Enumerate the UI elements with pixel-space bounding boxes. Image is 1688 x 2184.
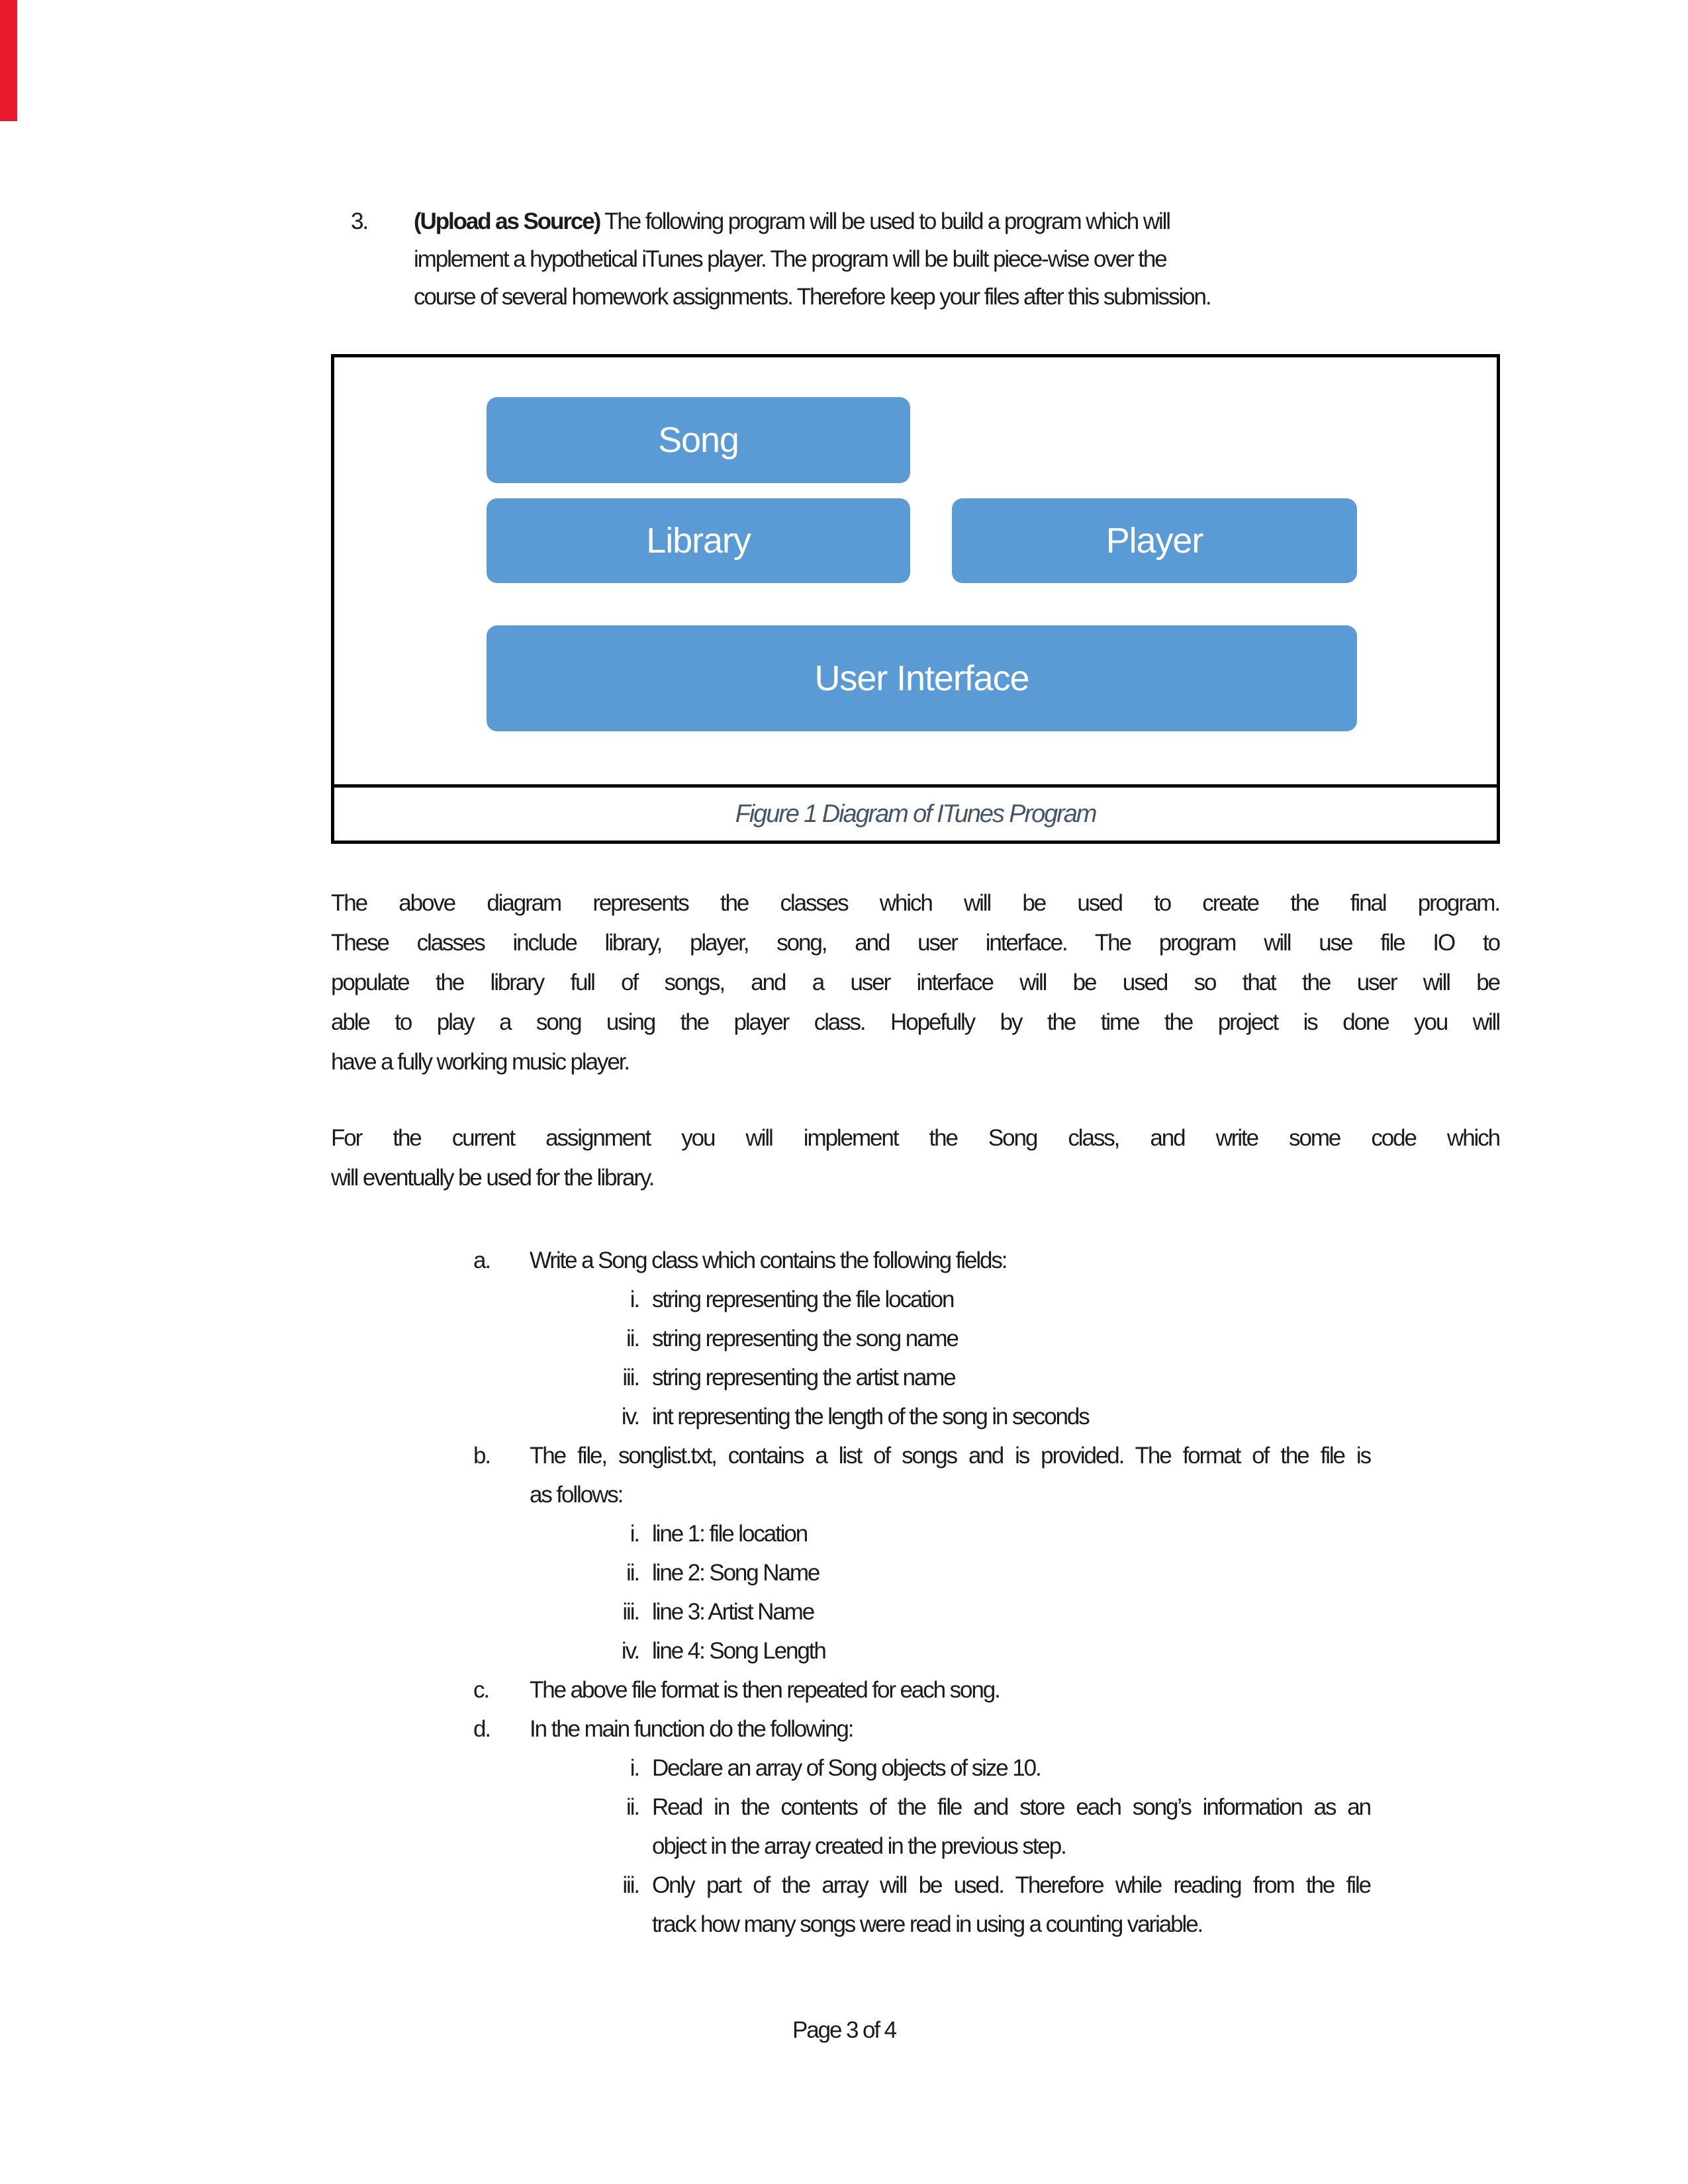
marker-gap <box>639 1788 652 1866</box>
list-marker: b. <box>473 1443 490 1469</box>
diagram-box-library <box>487 498 910 583</box>
text-line: The above diagram represents the classes which will be used to create the final program. <box>331 890 1499 916</box>
list-item-text <box>530 1436 1370 1514</box>
sub-list-item <box>473 1749 1370 1788</box>
list-marker: c. <box>473 1677 489 1703</box>
marker-gap <box>639 1749 652 1788</box>
text-line: For the current assignment you will implement the Song class, and write some code which <box>331 1125 1499 1151</box>
sub-list-item <box>473 1319 1370 1358</box>
list-item-text <box>652 1358 1370 1397</box>
list-item-text <box>530 1241 1370 1280</box>
sub-list-marker: iv. <box>621 1638 639 1664</box>
text-line: line 3: Artist Name <box>652 1599 814 1625</box>
sub-list-marker: i. <box>630 1755 639 1781</box>
marker-gap <box>639 1592 652 1631</box>
list-item-text <box>530 1709 1370 1749</box>
text-line: line 4: Song Length <box>652 1638 825 1664</box>
sub-list-marker: ii. <box>626 1794 639 1820</box>
sub-list-item <box>473 1866 1370 1944</box>
marker-gap <box>639 1514 652 1553</box>
diagram-box-user-interface <box>487 625 1357 731</box>
marker-gap <box>639 1280 652 1319</box>
list-item-text <box>652 1788 1370 1866</box>
text-line: implement a hypothetical iTunes player. The program will be built piece-wise over the <box>414 246 1166 272</box>
text-line: Only part of the array will be used. Therefore while reading from the file <box>652 1872 1370 1898</box>
sub-list-marker: iii. <box>622 1365 639 1390</box>
sub-list-item <box>473 1397 1370 1436</box>
list-marker: d. <box>473 1716 490 1742</box>
text-line: In the main function do the following: <box>530 1716 853 1742</box>
diagram-box-player-label: Player <box>1105 521 1203 561</box>
sub-list-item <box>473 1553 1370 1592</box>
item-3-first-line <box>414 203 1387 240</box>
text-line: Declare an array of Song objects of size 10. <box>652 1755 1041 1781</box>
sub-list-marker: i. <box>630 1287 639 1312</box>
list-item-text <box>652 1592 1370 1631</box>
page-number-footer: Page 3 of 4 <box>792 2017 896 2043</box>
sub-list-marker: iv. <box>621 1404 639 1430</box>
item-3-text <box>414 203 1387 316</box>
list-item-text <box>652 1749 1370 1788</box>
sub-list-marker: iii. <box>622 1872 639 1898</box>
list-item <box>473 1670 1370 1709</box>
assignment-outline-list <box>473 1241 1370 1944</box>
diagram-box-song-label: Song <box>658 420 739 460</box>
marker-gap <box>639 1397 652 1436</box>
marker-gap <box>639 1319 652 1358</box>
list-marker: a. <box>473 1248 490 1273</box>
sub-list-item <box>473 1788 1370 1866</box>
list-item-text <box>652 1866 1370 1944</box>
red-edge-marker <box>0 0 17 121</box>
figure-1-frame <box>331 354 1500 844</box>
sub-list-marker: ii. <box>626 1560 639 1586</box>
item-3 <box>351 203 1387 316</box>
paragraph-current-assignment <box>331 1118 1499 1198</box>
text-line: object in the array created in the previous step. <box>652 1833 1066 1859</box>
sub-list-item <box>473 1514 1370 1553</box>
item-3-wrapped-lines <box>414 240 1387 316</box>
list-item-text <box>652 1319 1370 1358</box>
text-line: Write a Song class which contains the following fields: <box>530 1248 1007 1273</box>
marker-gap <box>639 1553 652 1592</box>
text-line: have a fully working music player. <box>331 1049 629 1075</box>
list-item-text <box>652 1397 1370 1436</box>
figure-caption: Figure 1 Diagram of ITunes Program <box>735 800 1096 828</box>
list-item-text <box>652 1280 1370 1319</box>
sub-list-item <box>473 1358 1370 1397</box>
marker-gap <box>639 1358 652 1397</box>
list-item-text <box>652 1514 1370 1553</box>
item-3-bold-lead: (Upload as Source) <box>414 208 600 234</box>
text-line: These classes include library, player, song, and user interface. The program will use file IO to <box>331 930 1499 956</box>
text-line: able to play a song using the player class. Hopefully by the time the project is done you will <box>331 1009 1499 1035</box>
figure-caption-divider <box>331 784 1500 788</box>
text-line: line 1: file location <box>652 1521 808 1547</box>
text-line: course of several homework assignments. Therefore keep your files after this submission. <box>414 284 1211 310</box>
list-item <box>473 1709 1370 1749</box>
text-line: The file, songlist.txt, contains a list of songs and is provided. The format of the file is <box>530 1443 1370 1469</box>
paragraph-diagram-description <box>331 884 1499 1082</box>
sub-list-item <box>473 1631 1370 1670</box>
sub-list-marker: i. <box>630 1521 639 1547</box>
text-line: Read in the contents of the file and store each song’s information as an <box>652 1794 1370 1820</box>
sub-list-marker: ii. <box>626 1326 639 1351</box>
text-line: as follows: <box>530 1482 623 1508</box>
marker-gap <box>639 1631 652 1670</box>
text-line: int representing the length of the song in seconds <box>652 1404 1089 1430</box>
text-line: populate the library full of songs, and a user interface will be used so that the user will be <box>331 970 1499 995</box>
list-item-text <box>652 1631 1370 1670</box>
text-line: line 2: Song Name <box>652 1560 820 1586</box>
diagram-box-library-label: Library <box>646 521 751 561</box>
list-item <box>473 1436 1370 1514</box>
text-line: string representing the file location <box>652 1287 954 1312</box>
list-item-text <box>530 1670 1370 1709</box>
diagram-box-user-interface-label: User Interface <box>814 659 1029 698</box>
item-3-number: 3. <box>351 208 367 234</box>
list-item-text <box>652 1553 1370 1592</box>
marker-gap <box>639 1866 652 1944</box>
text-line: string representing the song name <box>652 1326 958 1351</box>
list-item <box>473 1241 1370 1280</box>
diagram-box-player <box>952 498 1357 583</box>
sub-list-marker: iii. <box>622 1599 639 1625</box>
text-line: The above file format is then repeated for each song. <box>530 1677 1000 1703</box>
text-line: track how many songs were read in using a counting variable. <box>652 1911 1203 1937</box>
diagram-box-song <box>487 397 910 483</box>
text-line: will eventually be used for the library. <box>331 1165 654 1191</box>
sub-list-item <box>473 1280 1370 1319</box>
sub-list-item <box>473 1592 1370 1631</box>
item-3-first-line-rest: The following program will be used to build a program which will <box>600 208 1170 234</box>
text-line: string representing the artist name <box>652 1365 955 1390</box>
